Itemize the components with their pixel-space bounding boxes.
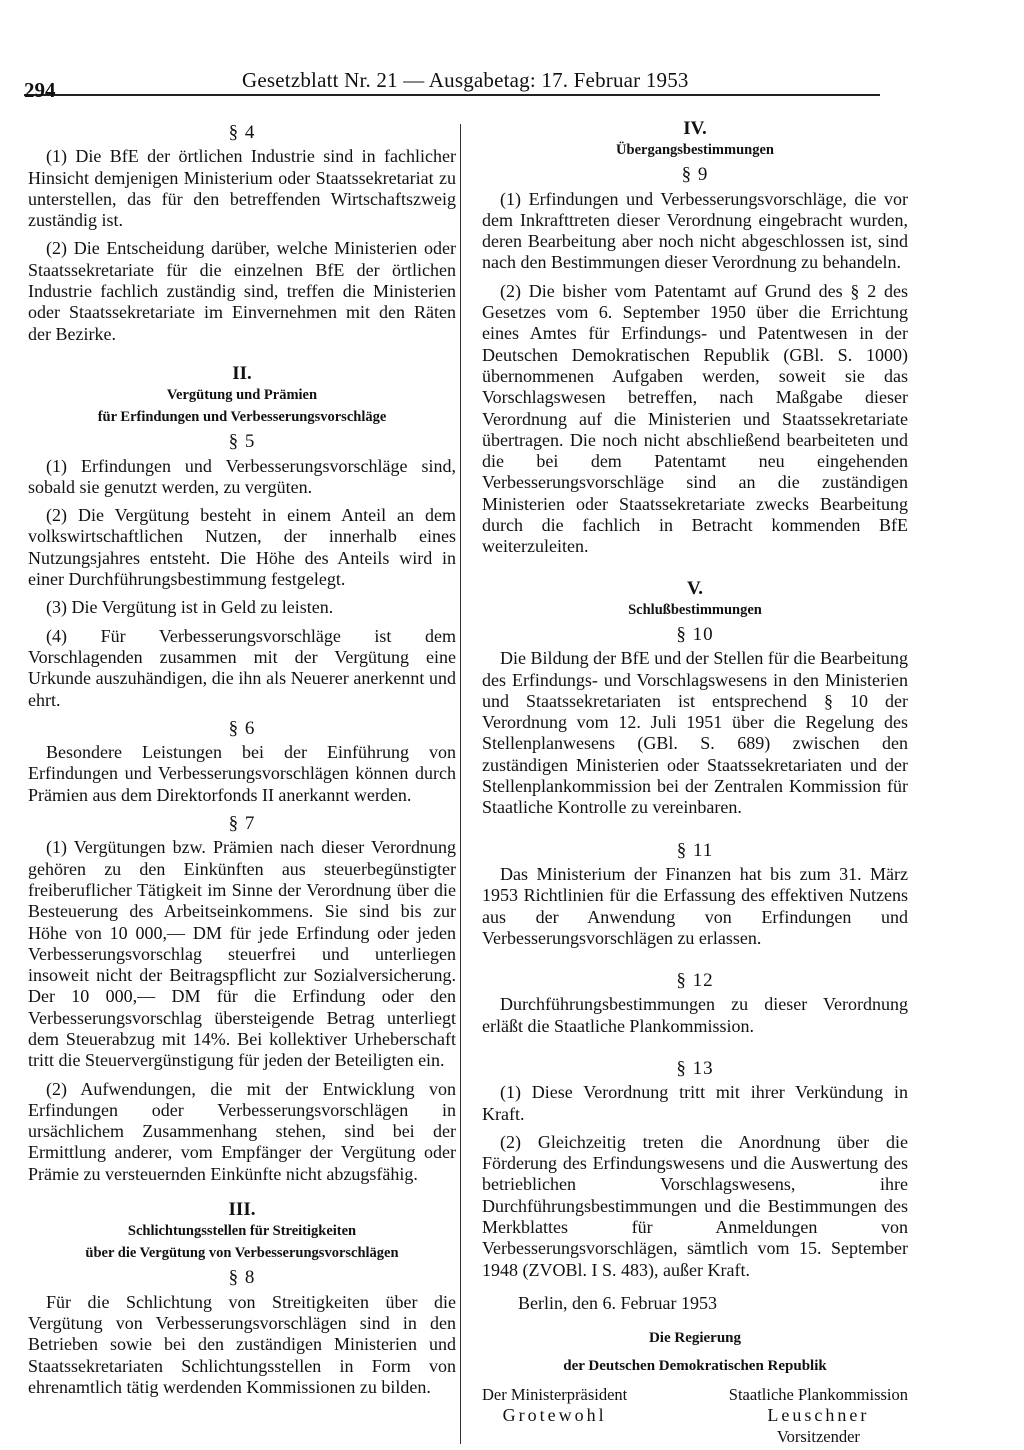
part-numeral-4: IV. xyxy=(683,118,707,139)
section-heading-6: § 6 xyxy=(228,717,256,739)
section-heading-11: § 11 xyxy=(676,839,714,861)
paragraph: Besondere Leistungen bei der Einführung von Erfindungen und Verbesserungsvorschlägen können durch Prämien aus dem Direktorfonds II anerkannt werden. xyxy=(28,742,456,805)
section-heading-13: § 13 xyxy=(676,1057,714,1079)
section-heading-8: § 8 xyxy=(228,1267,256,1289)
signatory-role: Vorsitzender xyxy=(776,1427,860,1447)
signature-left xyxy=(482,1384,627,1447)
spacer xyxy=(482,826,908,836)
signatory-name: Grotewohl xyxy=(502,1405,607,1426)
part-title-4: Übergangsbestimmungen xyxy=(616,142,774,159)
part-numeral-3: III. xyxy=(228,1199,256,1221)
signature-right xyxy=(729,1384,908,1447)
paragraph: (1) Diese Verordnung tritt mit ihrer Verkündung in Kraft. xyxy=(482,1082,908,1124)
left-column xyxy=(28,118,456,1405)
part-title-2-line2: für Erfindungen und Verbesserungsvorschläge xyxy=(97,409,387,426)
part-title-3-line1: Schlichtungsstellen für Streitigkeiten xyxy=(127,1223,357,1240)
paragraph: (1) Erfindungen und Verbesserungsvorschläge sind, sobald sie genutzt werden, zu vergüten. xyxy=(28,455,456,497)
part-title-2-line1: Vergütung und Prämien xyxy=(166,387,318,404)
spacer xyxy=(482,1044,908,1054)
government-line1: Die Regierung xyxy=(648,1330,742,1347)
page-header xyxy=(24,64,880,102)
paragraph: Für die Schlichtung von Streitigkeiten über die Vergütung von Verbesserungsvorschlägen sind in den Betrieben sowie bei den zuständigen Ministerien und Staatssekretariaten Schlichtungsstellen in Form von ehrenamtlich tätig werdenden Kommissionen zu bilden. xyxy=(28,1291,456,1397)
paragraph: (2) Aufwendungen, die mit der Entwicklung von Erfindungen oder Verbesserungsvorschlägen in ursächlichem Zusammenhang stehen, sind bei der Ermittlung anderer, vom Empfänger der Vergütung oder Prämie zu versteuernden Einkünfte nicht abzugsfähig. xyxy=(28,1078,456,1184)
section-heading-5: § 5 xyxy=(228,431,256,453)
section-heading-10: § 10 xyxy=(676,623,714,645)
paragraph: (2) Die bisher vom Patentamt auf Grund des § 2 des Gesetzes vom 6. September 1950 über die Errichtung eines Amtes für Erfindungs- und Patentwesen in der Deutschen Demokratischen Republik (GBl. S. 1000) übernommenen Aufgaben werden, soweit sie das Vorschlagswesen betreffen, nach Maßgabe dieser Verordnung auf die Ministerien und Staatssekretariate übertragen. Die noch nicht abschließend bearbeiteten und die bei dem Patentamt neu eingehenden Verbesserungsvorschläge sind an die zuständigen Ministerien oder Staatssekretariate zwecks Bearbeitung durch die fachlich in Betracht kommenden BfE weiterzuleiten. xyxy=(482,280,908,557)
paragraph: (2) Gleichzeitig treten die Anordnung über die Förderung des Erfindungswesens und die Auswertung des betrieblichen Vorschlagswesens, ihre Durchführungsbestimmungen und die Bestimmungen des Merkblattes für Anmeldungen von Verbesserungsvorschlägen, sämtlich vom 15. September 1948 (ZVOBl. I S. 483), außer Kraft. xyxy=(482,1131,908,1280)
signatory-title: Der Ministerpräsident xyxy=(482,1385,628,1405)
paragraph: (2) Die Entscheidung darüber, welche Ministerien oder Staatssekretariate für die einzelnen BfE der örtlichen Industrie fachlich zuständig sind, treffen die Ministerien oder Staatssekretariate im Einvernehmen mit den Räten der Bezirke. xyxy=(28,238,456,344)
dateline: Berlin, den 6. Februar 1953 xyxy=(518,1292,717,1313)
section-heading-12: § 12 xyxy=(676,970,714,992)
part-numeral-2: II. xyxy=(232,362,252,384)
column-divider xyxy=(460,124,461,1444)
part-numeral-5: V. xyxy=(686,577,704,599)
signatory-name: Leuschner xyxy=(767,1405,870,1426)
paragraph: (1) Erfindungen und Verbesserungsvorschläge, die vor dem Inkrafttreten dieser Verordnung eingebracht wurden, deren Bearbeitung aber noch nicht abgeschlossen ist, sind nach den Bestimmungen dieser Verordnung zu behandeln. xyxy=(482,188,908,273)
paragraph: (4) Für Verbesserungsvorschläge ist dem Vorschlagenden zusammen mit der Vergütung eine Urkunde auszuhändigen, die ihn als Neuerer anerkennt und ehrt. xyxy=(28,625,456,710)
page-number: 294 xyxy=(24,78,56,102)
section-heading-9: § 9 xyxy=(681,164,709,186)
paragraph: (1) Die BfE der örtlichen Industrie sind in fachlicher Hinsicht demjenigen Ministerium oder Staatssekretariat zu unterstellen, das für den betreffenden Wirtschaftszweig zuständig ist. xyxy=(28,146,456,231)
paragraph: (2) Die Vergütung besteht in einem Anteil an dem volkswirtschaftlichen Nutzen, der innerhalb eines Nutzungsjahres entsteht. Die Höhe des Anteils wird in einer Durchführungsbestimmung festgelegt. xyxy=(28,505,456,590)
part-title-3-line2: über die Vergütung von Verbesserungsvorschlägen xyxy=(85,1245,399,1262)
paragraph: (1) Vergütungen bzw. Prämien nach dieser Verordnung gehören zu den Einkünften aus steuerbegünstigter freiberuflicher Tätigkeit im Sinne der Verordnung über die Besteuerung des Arbeitseinkommens. Sie sind bis zur Höhe von 10 000,— DM für jede Erfindung oder jeden Verbesserungsvorschlag steuerfrei und unterliegen insoweit nicht der Beitragspflicht zur Sozialversicherung. Der 10 000,— DM für die Erfindung oder den Verbesserungsvorschlag übersteigende Betrag unterliegt dem Steuerabzug mit 14%. Bei kollektiver Urheberschaft tritt die Steuervergünstigung für jeden der Beteiligten ein. xyxy=(28,837,456,1071)
signature-block xyxy=(482,1384,908,1447)
section-heading-7: § 7 xyxy=(228,813,256,835)
paragraph: Durchführungsbestimmungen zu dieser Verordnung erläßt die Staatliche Plankommission. xyxy=(482,994,908,1036)
spacer xyxy=(482,956,908,966)
running-head: Gesetzblatt Nr. 21 — Ausgabetag: 17. Februar 1953 xyxy=(242,68,689,92)
paragraph: Die Bildung der BfE und der Stellen für die Bearbeitung des Erfindungs- und Vorschlagswesens in den Ministerien und Staatssekretariaten ist entsprechend § 10 der Verordnung vom 12. Juli 1951 über die Regelung des Stellenplanwesens (GBl. S. 689) zwischen den zuständigen Ministerien oder Staatssekretariaten und der Stellenplankommission bei der Zentralen Kommission für Staatliche Kontrolle zu vereinbaren. xyxy=(482,648,908,818)
paragraph: (3) Die Vergütung ist in Geld zu leisten. xyxy=(46,597,334,618)
paragraph: Das Ministerium der Finanzen hat bis zum 31. März 1953 Richtlinien für die Erfassung des effektiven Nutzens aus der Anwendung von Erfindungen und Verbesserungsvorschlägen zu erlassen. xyxy=(482,863,908,948)
part-title-5: Schlußbestimmungen xyxy=(628,601,762,618)
section-heading-4: § 4 xyxy=(228,122,256,143)
right-column xyxy=(482,118,908,1447)
government-line2: der Deutschen Demokratischen Republik xyxy=(563,1358,827,1375)
signatory-title: Staatliche Plankommission xyxy=(728,1385,908,1405)
